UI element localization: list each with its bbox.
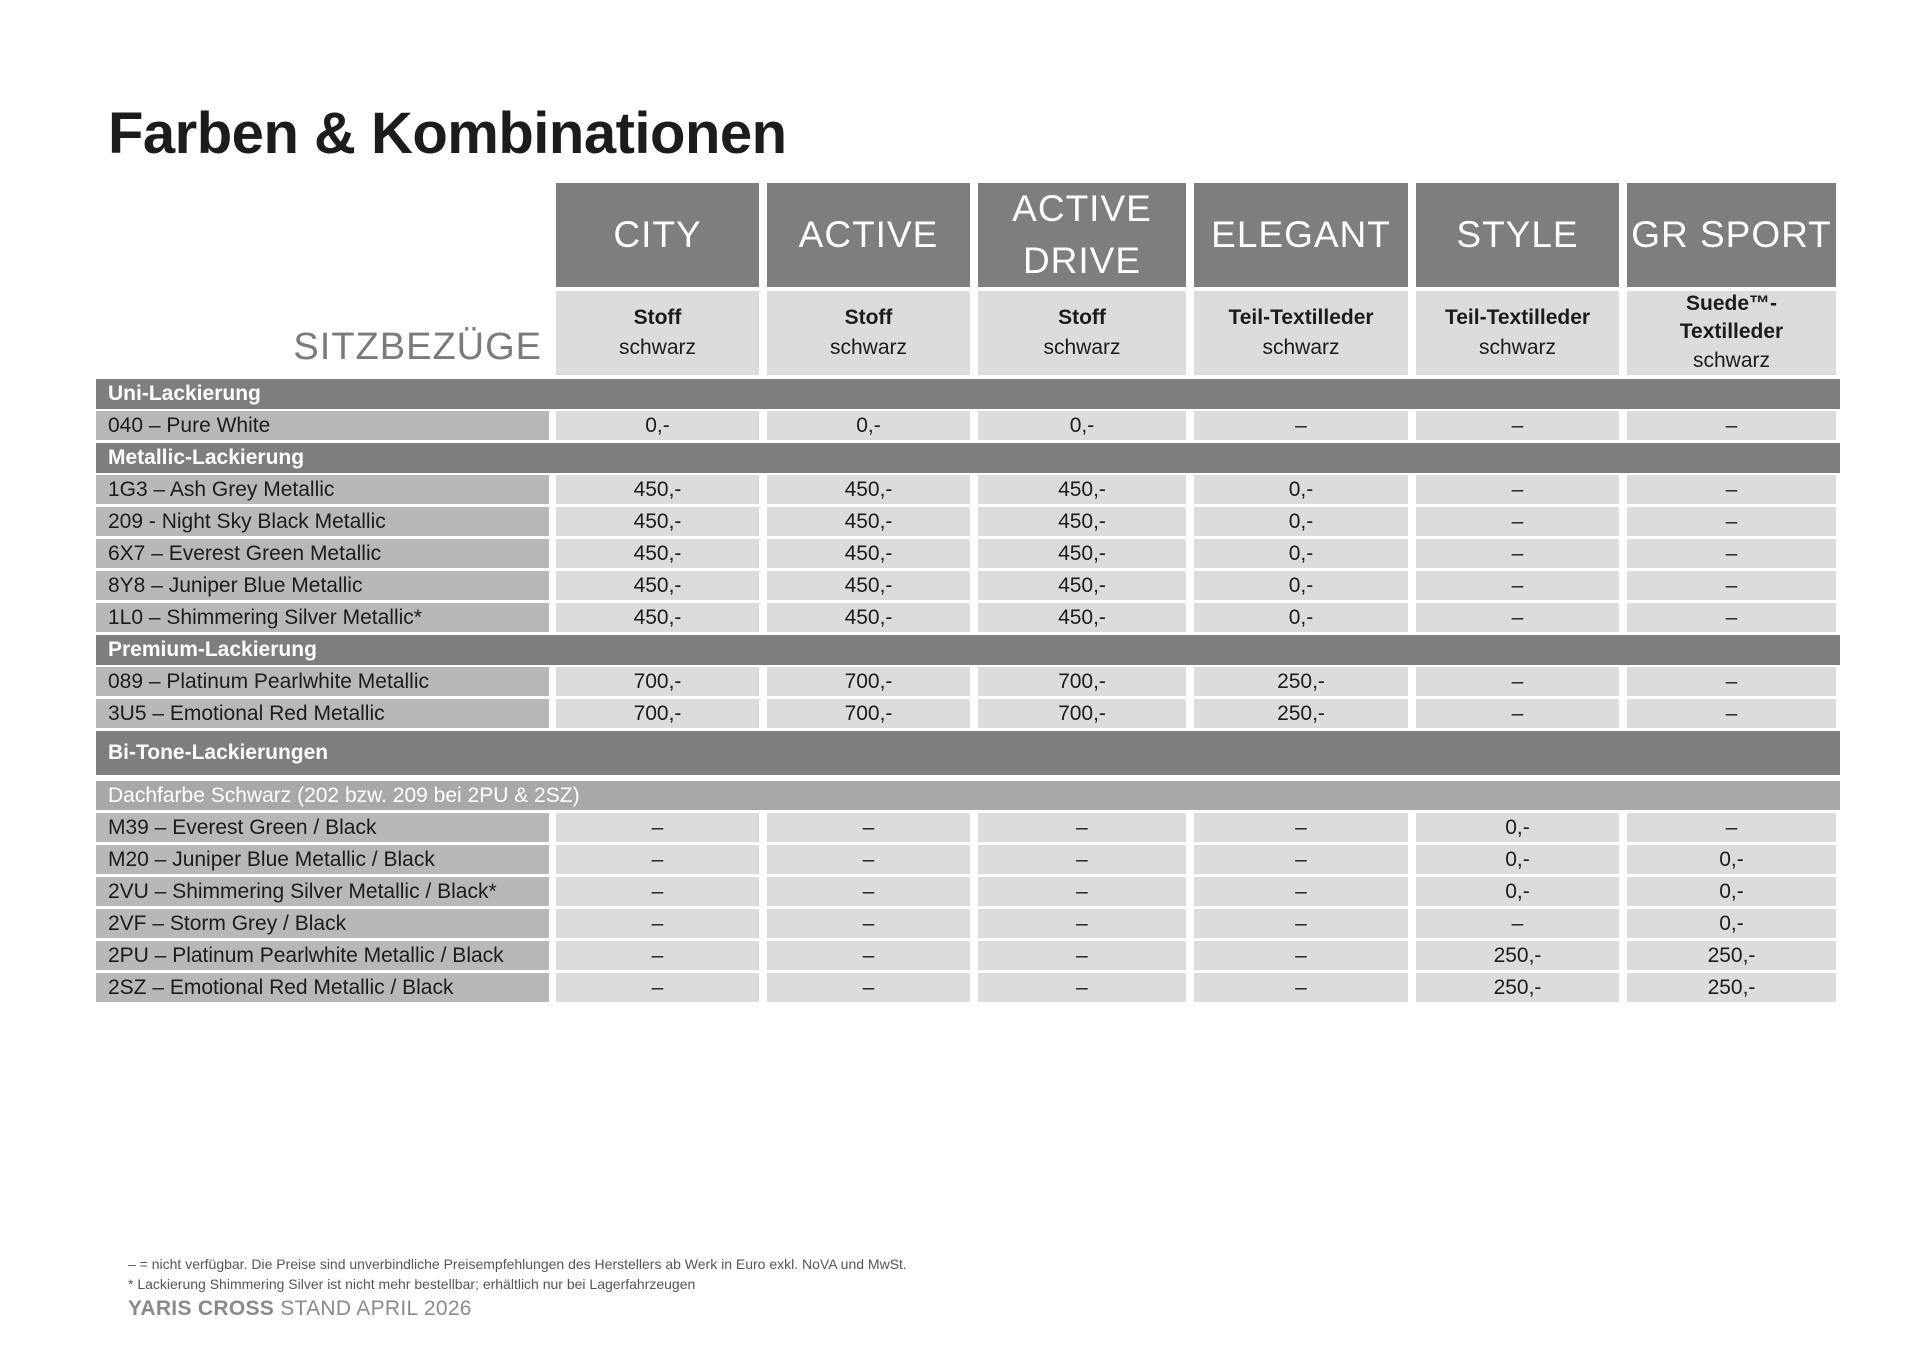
seat-material: Stoff [633, 306, 682, 329]
paint-label: 8Y8 – Juniper Blue Metallic [96, 571, 549, 600]
price-cell: 0,- [767, 411, 970, 440]
brand-line [128, 1297, 472, 1321]
paint-label: 1L0 – Shimmering Silver Metallic* [96, 603, 549, 632]
price-cell: 250,- [1627, 973, 1836, 1002]
paint-label: 209 - Night Sky Black Metallic [96, 507, 549, 536]
price-cell: – [1416, 909, 1619, 938]
seat-color: schwarz [618, 336, 697, 359]
price-cell: – [556, 909, 759, 938]
price-cell: – [978, 813, 1186, 842]
price-cell: 450,- [556, 475, 759, 504]
paint-label: M39 – Everest Green / Black [96, 813, 549, 842]
footnote: – = nicht verfügbar. Die Preise sind unverbindliche Preisempfehlungen des Herstellers ab Werk in Euro exkl. NoVA und MwSt. [128, 1256, 907, 1272]
price-cell: 250,- [1627, 941, 1836, 970]
price-cell: 0,- [978, 411, 1186, 440]
paint-label: 2SZ – Emotional Red Metallic / Black [96, 973, 549, 1002]
price-cell: – [1194, 973, 1408, 1002]
price-cell: 450,- [767, 475, 970, 504]
price-cell: 0,- [1194, 603, 1408, 632]
price-cell: – [1416, 699, 1619, 728]
seat-material: Stoff [1058, 306, 1106, 329]
price-cell: 0,- [556, 411, 759, 440]
price-cell: – [556, 813, 759, 842]
price-cell: 250,- [1416, 973, 1619, 1002]
price-cell: 700,- [978, 699, 1186, 728]
price-cell: – [978, 909, 1186, 938]
paint-label: 6X7 – Everest Green Metallic [96, 539, 549, 568]
footnotes [128, 1254, 907, 1294]
paint-label: 040 – Pure White [96, 411, 549, 440]
price-cell: 250,- [1194, 667, 1408, 696]
price-cell: – [1194, 813, 1408, 842]
price-cell: – [556, 845, 759, 874]
section-header: Premium-Lackierung [96, 635, 1840, 665]
price-cell: – [767, 877, 970, 906]
seat-cover-cell [1627, 291, 1836, 375]
price-cell: 0,- [1194, 507, 1408, 536]
price-cell: – [1194, 411, 1408, 440]
price-cell: – [767, 941, 970, 970]
trim-header: ELEGANT [1194, 183, 1408, 287]
price-cell: 450,- [556, 571, 759, 600]
price-cell: 450,- [767, 507, 970, 536]
price-cell: 0,- [1416, 877, 1619, 906]
price-cell: – [1627, 539, 1836, 568]
seat-color: schwarz [1262, 336, 1340, 359]
price-cell: – [1194, 941, 1408, 970]
price-cell: – [556, 877, 759, 906]
trim-header: ACTIVE [767, 183, 970, 287]
paint-label: 1G3 – Ash Grey Metallic [96, 475, 549, 504]
price-cell: – [1416, 475, 1619, 504]
price-cell: 450,- [767, 571, 970, 600]
price-cell: – [978, 973, 1186, 1002]
price-cell: 0,- [1627, 877, 1836, 906]
price-cell: – [767, 845, 970, 874]
price-cell: – [1194, 877, 1408, 906]
section-header: Bi-Tone-Lackierungen [96, 731, 1840, 775]
price-cell: 250,- [1194, 699, 1408, 728]
price-cell: – [556, 973, 759, 1002]
price-cell: – [1627, 813, 1836, 842]
price-cell: 450,- [556, 507, 759, 536]
price-cell: – [767, 909, 970, 938]
price-cell: 0,- [1627, 845, 1836, 874]
price-cell: 450,- [978, 507, 1186, 536]
price-cell: 450,- [978, 571, 1186, 600]
seat-cover-cell [978, 291, 1186, 375]
page-title: Farben & Kombinationen [108, 101, 787, 166]
price-cell: – [1416, 411, 1619, 440]
paint-label: 089 – Platinum Pearlwhite Metallic [96, 667, 549, 696]
price-cell: – [1194, 909, 1408, 938]
price-cell: – [767, 813, 970, 842]
price-cell: – [978, 941, 1186, 970]
paint-label: 3U5 – Emotional Red Metallic [96, 699, 549, 728]
price-cell: – [1194, 845, 1408, 874]
price-cell: 450,- [978, 539, 1186, 568]
trim-header: GR SPORT [1627, 183, 1836, 287]
price-cell: 700,- [767, 667, 970, 696]
trim-header: CITY [556, 183, 759, 287]
trim-header: STYLE [1416, 183, 1619, 287]
price-cell: 0,- [1194, 571, 1408, 600]
price-cell: – [1416, 507, 1619, 536]
price-cell: 450,- [978, 475, 1186, 504]
price-cell: 0,- [1416, 845, 1619, 874]
price-cell: – [1627, 667, 1836, 696]
seat-material: Suede™-Textilleder [1679, 292, 1784, 343]
price-cell: – [978, 877, 1186, 906]
price-cell: 0,- [1194, 475, 1408, 504]
section-header: Uni-Lackierung [96, 379, 1840, 409]
seat-color: schwarz [1478, 336, 1557, 359]
seat-cover-cell [1416, 291, 1619, 375]
price-cell: 0,- [1627, 909, 1836, 938]
paint-label: 2VU – Shimmering Silver Metallic / Black* [96, 877, 549, 906]
price-cell: – [556, 941, 759, 970]
price-cell: 450,- [556, 603, 759, 632]
price-cell: 700,- [978, 667, 1186, 696]
paint-label: 2VF – Storm Grey / Black [96, 909, 549, 938]
price-cell: 450,- [767, 603, 970, 632]
seat-color: schwarz [1043, 336, 1121, 359]
price-cell: – [1627, 411, 1836, 440]
seat-cover-cell [1194, 291, 1408, 375]
paint-label: M20 – Juniper Blue Metallic / Black [96, 845, 549, 874]
price-cell: – [1627, 571, 1836, 600]
seat-material: Teil-Textilleder [1444, 306, 1591, 329]
subsection-header: Dachfarbe Schwarz (202 bzw. 209 bei 2PU & 2SZ) [96, 781, 1840, 810]
price-cell: – [1416, 603, 1619, 632]
seat-cover-label: SITZBEZÜGE [293, 325, 542, 368]
seat-color: schwarz [829, 336, 908, 359]
price-cell: 450,- [556, 539, 759, 568]
model-name: YARIS CROSS [128, 1297, 275, 1320]
price-cell: – [1416, 539, 1619, 568]
price-cell: 700,- [556, 699, 759, 728]
section-header: Metallic-Lackierung [96, 443, 1840, 473]
price-cell: 250,- [1416, 941, 1619, 970]
price-cell: – [1416, 667, 1619, 696]
paint-label: 2PU – Platinum Pearlwhite Metallic / Black [96, 941, 549, 970]
price-cell: 700,- [556, 667, 759, 696]
price-cell: 450,- [767, 539, 970, 568]
price-cell: – [978, 845, 1186, 874]
footnote: * Lackierung Shimmering Silver ist nicht mehr bestellbar; erhältlich nur bei Lagerfahrzeugen [128, 1276, 696, 1292]
seat-material: Teil-Textilleder [1228, 306, 1374, 329]
price-cell: 700,- [767, 699, 970, 728]
price-cell: – [1627, 507, 1836, 536]
seat-material: Stoff [844, 306, 893, 329]
price-cell: – [1416, 571, 1619, 600]
price-cell: – [767, 973, 970, 1002]
stand-date: STAND APRIL 2026 [280, 1297, 472, 1320]
price-cell: – [1627, 475, 1836, 504]
seat-color: schwarz [1692, 349, 1771, 372]
price-cell: – [1627, 603, 1836, 632]
price-cell: – [1627, 699, 1836, 728]
seat-cover-cell [767, 291, 970, 375]
trim-header: ACTIVE DRIVE [978, 183, 1186, 287]
price-cell: 450,- [978, 603, 1186, 632]
price-cell: 0,- [1416, 813, 1619, 842]
price-cell: 0,- [1194, 539, 1408, 568]
seat-cover-cell [556, 291, 759, 375]
